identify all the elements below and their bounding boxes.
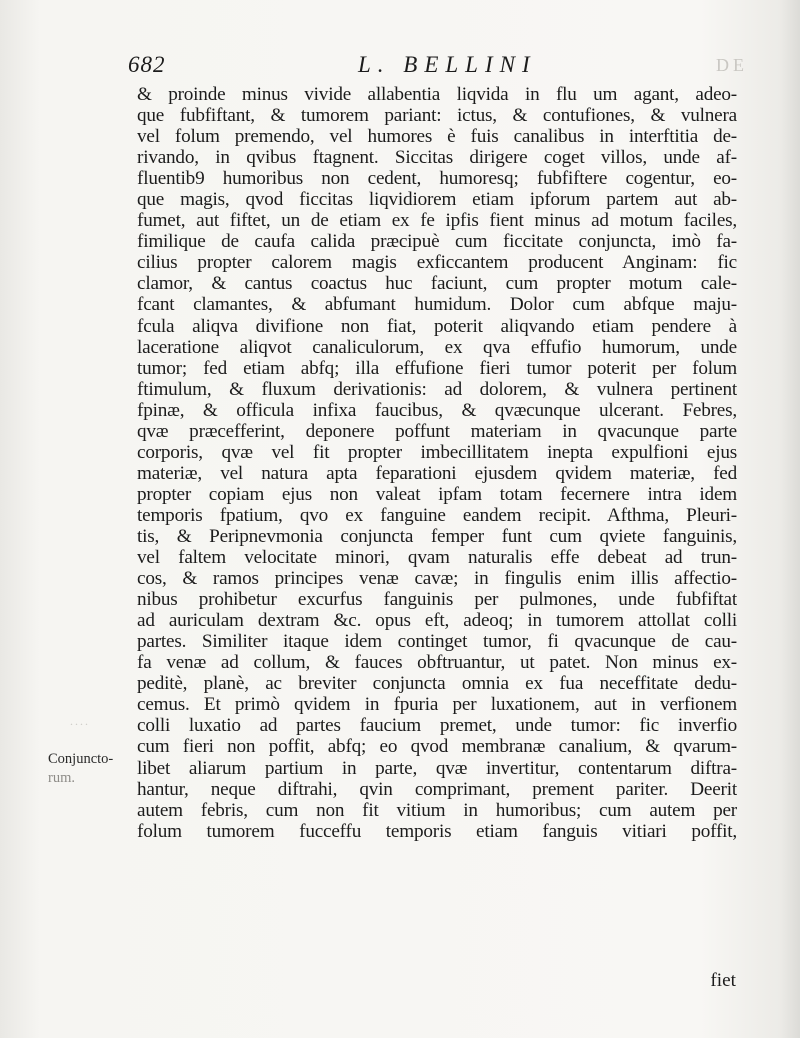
- margin-note-line: rum.: [48, 770, 75, 786]
- text-line: partes. Similiter itaque idem continget tumor, fi qvacunque de cau-: [137, 631, 737, 653]
- text-line: ad auriculam dextram &c. opus eft, adeoq; in tumorem attollat colli: [137, 610, 737, 632]
- text-line: tis, & Peripnevmonia conjuncta femper funt cum qviete fanguinis,: [137, 525, 737, 547]
- faint-corner-text: DE: [716, 55, 748, 75]
- text-line: fa venæ ad collum, & fauces obftruantur, ut patet. Non minus ex-: [137, 652, 737, 674]
- margin-note-line: Conjuncto-: [48, 751, 114, 767]
- text-line: laceratione aliqvot canaliculorum, ex qva effufio humorum, unde: [137, 336, 737, 358]
- text-line: temporis fpatium, qvo ex fanguine eandem recipit. Afthma, Pleuri-: [137, 504, 737, 526]
- text-line: nibus prohibetur excurfus fanguinis per pulmones, unde fubfiftat: [137, 589, 737, 611]
- text-line: ftimulum, & fluxum derivationis: ad dolorem, & vulnera pertinent: [137, 378, 737, 400]
- text-line: peditè, planè, ac breviter conjuncta omnia ex fua neceffitate dedu-: [137, 673, 737, 695]
- text-line: fcula aliqva divifione non fiat, poterit aliqvando etiam pendere à: [137, 315, 737, 337]
- text-line: fumet, aut fiftet, un de etiam ex fe ipfis fient minus ad motum faciles,: [137, 210, 737, 232]
- text-line: vel folum premendo, vel humores è fuis canalibus in interftitia de-: [137, 126, 737, 148]
- page-header: [128, 52, 748, 82]
- text-line: cemus. Et primò qvidem in fpuria per luxationem, aut in verfionem: [137, 694, 737, 716]
- text-line: fcant clamantes, & abfumant humidum. Dolor cum abfque maju-: [137, 294, 737, 316]
- margin-note: [48, 750, 138, 788]
- text-line: folum tumorem fucceffu temporis etiam fanguis vitiari poffit,: [137, 820, 737, 842]
- text-line: fimilique de caufa calida præcipuè cum ficcitate conjuncta, imò fa-: [137, 231, 737, 253]
- text-line: propter copiam ejus non valeat ipfam totam fecernere intra idem: [137, 483, 737, 505]
- text-line: vel faltem velocitate minori, qvam naturalis effe debeat ad trun-: [137, 547, 737, 569]
- text-line: colli luxatio ad partes faucium premet, unde tumor: fic inverfio: [137, 715, 737, 737]
- text-line: que magis, qvod ficcitas liqvidiorem etiam ipforum partem aut ab-: [137, 189, 737, 211]
- text-line: cos, & ramos principes venæ cavæ; in fingulis enim illis affectio-: [137, 568, 737, 590]
- text-line: libet aliarum partium in parte, qvæ invertitur, contentarum diftra-: [137, 757, 737, 779]
- text-line: cilius propter calorem magis exficcantem producent Anginam: fic: [137, 252, 737, 274]
- page-number: 682: [128, 52, 166, 77]
- text-line: hantur, neque diftrahi, qvin comprimant, prement pariter. Deerit: [137, 778, 737, 800]
- text-line: fpinæ, & officula infixa faucibus, & qvæcunque ulcerant. Febres,: [137, 399, 737, 421]
- text-line: materiæ, vel natura apta feparationi ejusdem qvidem materiæ, fed: [137, 462, 737, 484]
- text-line: tumor; fed etiam abfq; illa effufione fieri tumor poterit per folum: [137, 357, 737, 379]
- text-line: rivando, in qvibus ftagnent. Siccitas dirigere coget villos, unde af-: [137, 147, 737, 169]
- body-text: [137, 84, 737, 842]
- text-line: fluentib9 humoribus non cedent, humoresq; fubfiftere cogentur, eo-: [137, 168, 737, 190]
- text-line: & proinde minus vivide allabentia liqvida in flu um agant, adeo-: [137, 84, 737, 105]
- margin-faint-marks: ....: [70, 714, 90, 728]
- text-line: autem febris, cum non fit vitium in humoribus; cum autem per: [137, 799, 737, 821]
- text-line: corporis, qvæ vel fit propter imbecillitatem inepta expulfioni ejus: [137, 441, 737, 463]
- catchword: fiet: [710, 970, 736, 991]
- text-line: cum fieri non poffit, abfq; eo qvod membranæ canalium, & qvarum-: [137, 736, 737, 758]
- running-head: L. BELLINI: [358, 52, 537, 77]
- text-line: que fubfiftant, & tumorem pariant: ictus, & contufiones, & vulnera: [137, 105, 737, 127]
- text-line: clamor, & cantus coactus huc faciunt, cum propter motum cale-: [137, 273, 737, 295]
- text-line: qvæ præcefferint, deponere poffunt materiam in qvacunque parte: [137, 420, 737, 442]
